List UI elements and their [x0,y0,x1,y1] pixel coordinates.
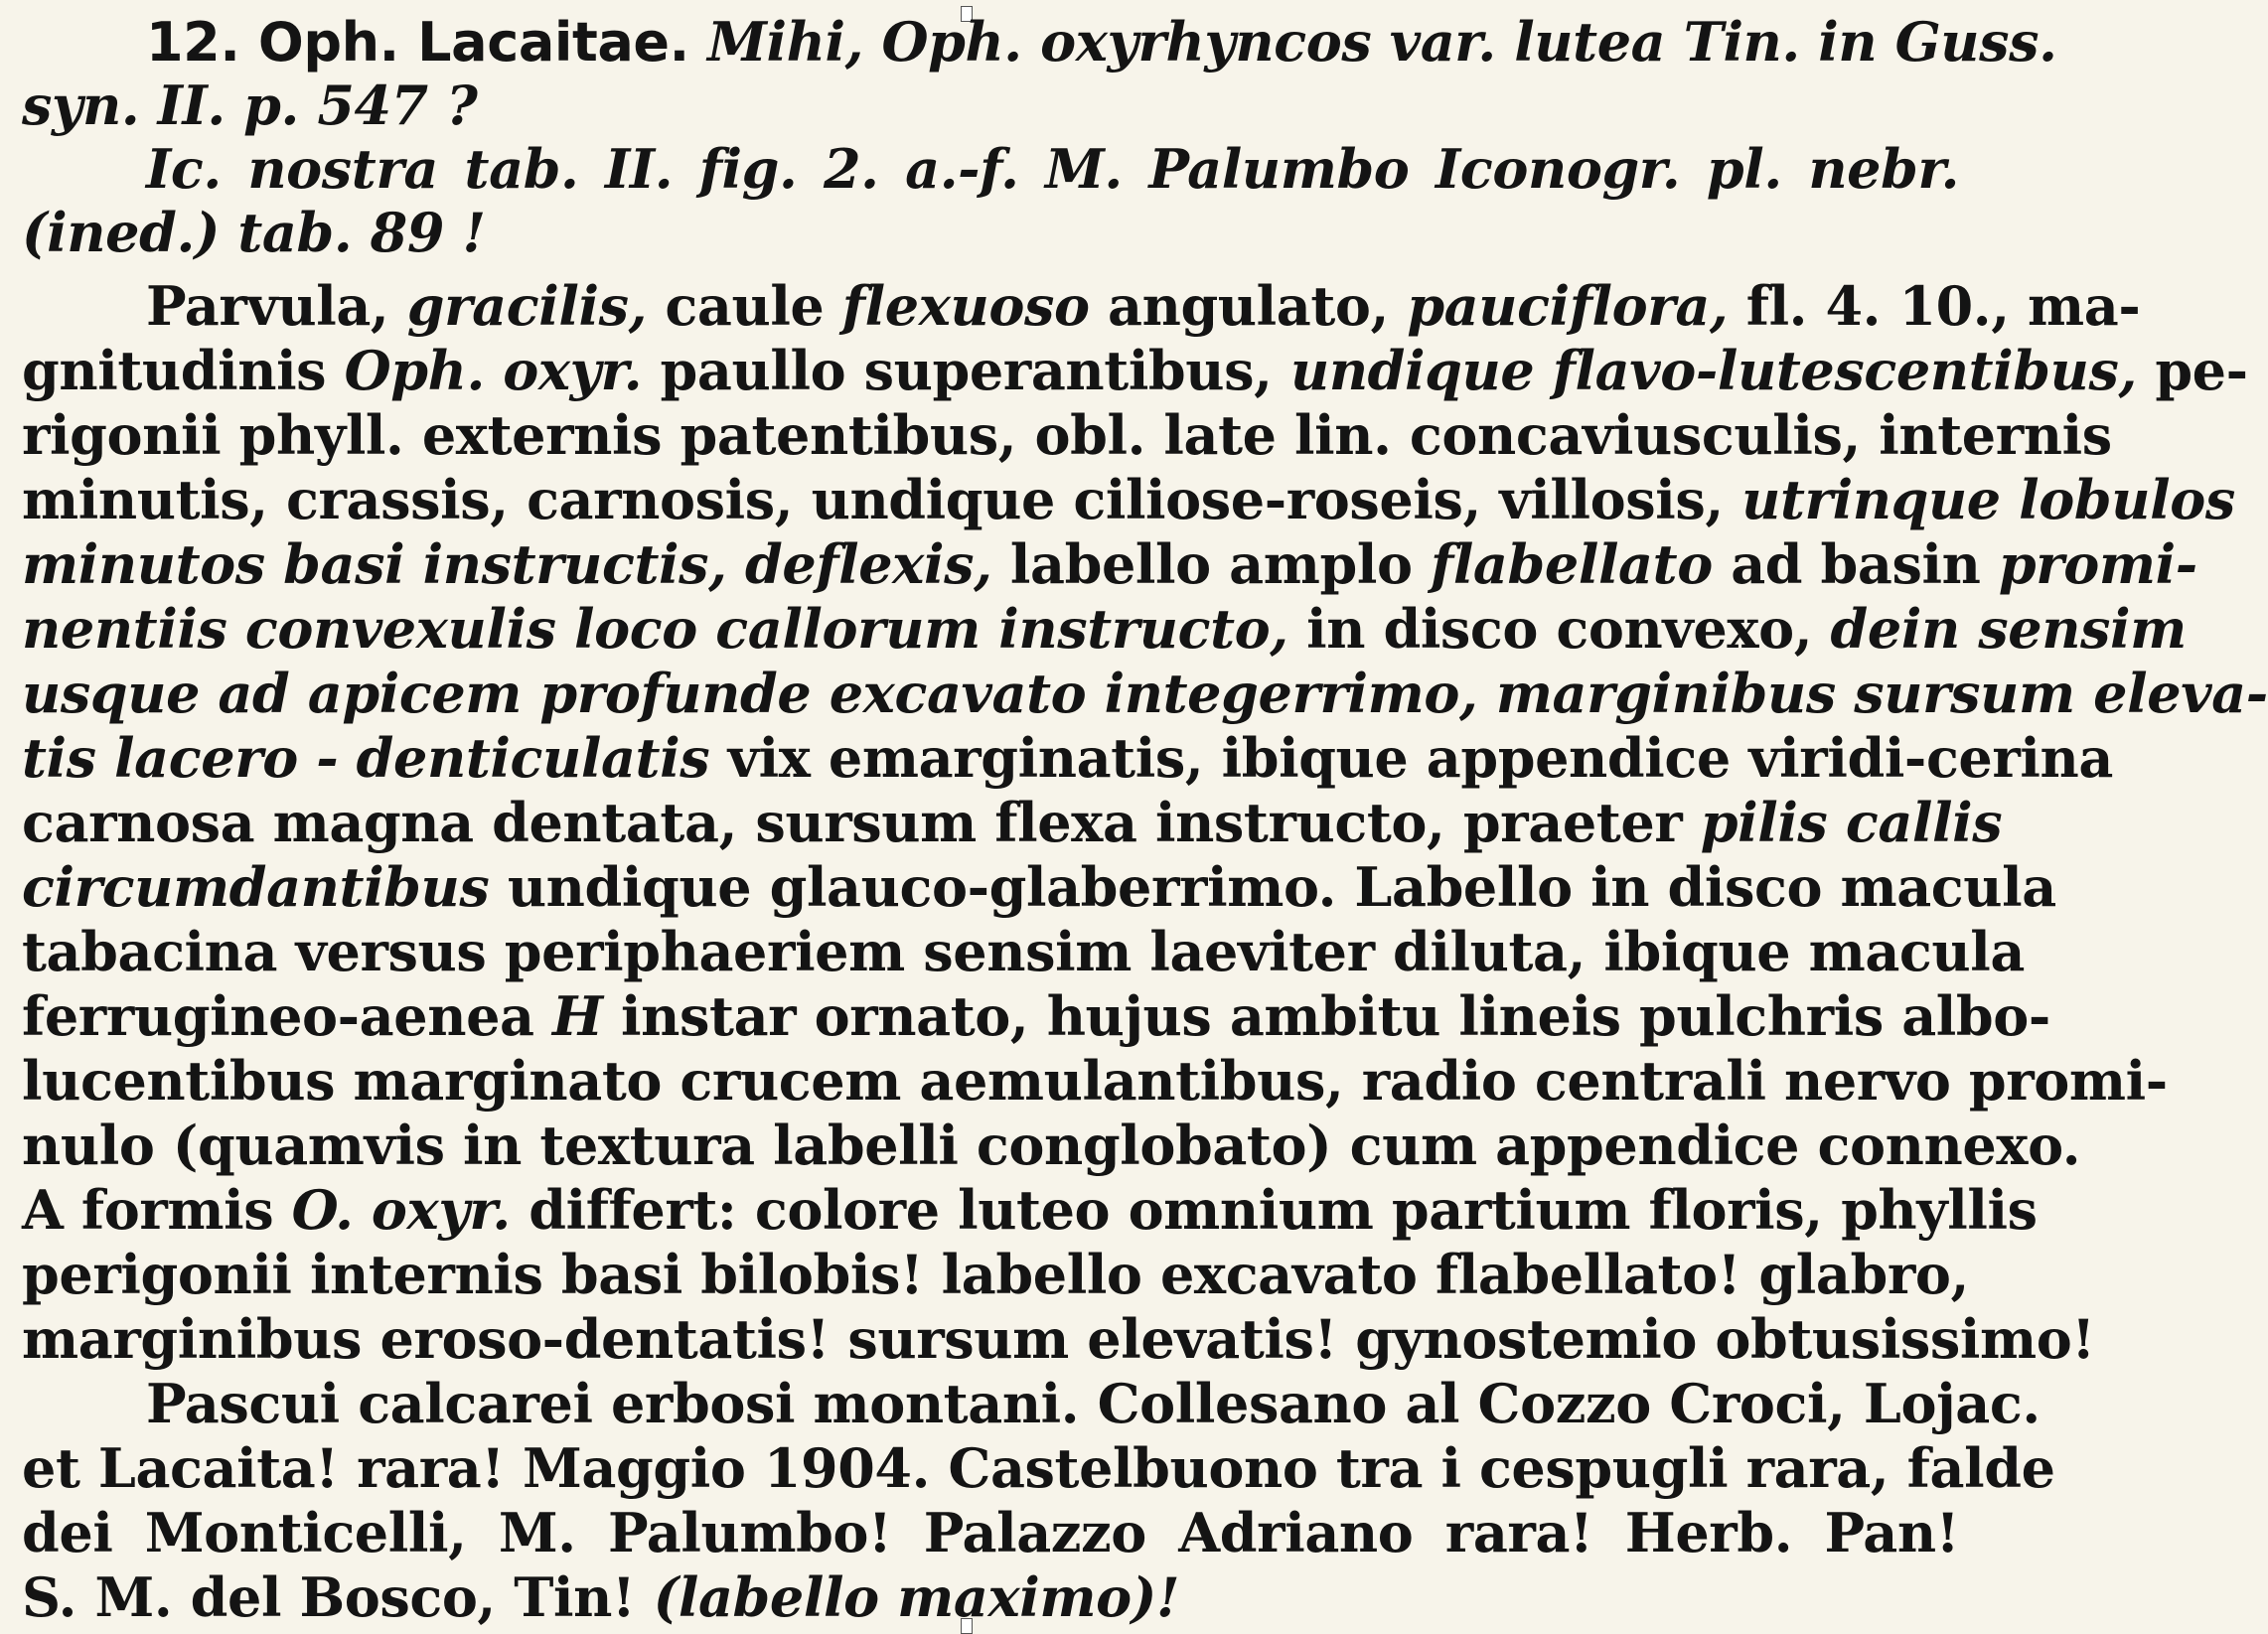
text-line-19 [22,1178,2038,1242]
description-text: vix emarginatis, ibique appendice viridi-cerina [709,726,2113,790]
description-italic: tis lacero - denticulatis [22,726,710,790]
text-line-21 [22,1307,2095,1371]
icon-reference: Ic. nostra tab. II. fig. 2. a.-f. M. Palumbo Iconogr. pl. nebr. [146,137,1959,201]
description-italic: O. oxyr. [291,1178,511,1242]
description-text: rigonii phyll. externis patentibus, obl. late lin. concaviusculis, internis [22,403,2112,467]
description-italic: undique flavo-lutescentibus, [1289,339,2137,402]
description-italic: nentiis convexulis loco callorum instructo, [22,597,1288,661]
description-text: perigonii internis basi bilobis! labello excavato flabellato! glabro, [22,1243,1969,1306]
habitat-italic: (labello maximo)! [653,1565,1180,1629]
description-italic: minutos basi instructis, deflexis, [22,532,992,596]
description-italic: Oph. oxyr. [344,339,643,402]
habitat-text: S. M. del Bosco, Tin! [22,1565,654,1629]
text-line-16 [22,984,2050,1048]
description-italic: H [552,984,603,1048]
description-text: angulato, [1089,274,1408,338]
description-italic: circumdantibus [22,855,490,919]
description-text: carnosa magna dentata, sursum flexa instructo, praeter [22,791,1701,854]
document-page [22,0,2268,1634]
text-line-25 [22,1565,1959,1629]
text-line-5 [22,274,2141,338]
species-heading: 12. Oph. Lacaitae. [146,11,689,74]
text-line-4 [22,201,1959,264]
text-line-14 [22,855,2056,919]
description-italic: pilis callis [1700,791,2003,854]
description-text: ferrugineo-aenea [22,984,553,1048]
description-italic: flabellato [1430,532,1713,596]
synonym-reference: syn. II. p. 547 ? [22,74,478,137]
description-text: lucentibus marginato crucem aemulantibus, radio centrali nervo promi- [22,1049,2168,1113]
text-line-8 [22,468,2235,531]
description-text: gnitudinis [22,339,345,402]
text-line-15 [22,920,2025,983]
description-text: Parvula, [146,274,407,338]
description-text: caule [646,274,842,338]
text-line-7 [22,403,2112,467]
habitat-text: Pascui calcarei erbosi montani. Collesano al Cozzo Croci, Lojac. [146,1372,2041,1435]
text-line-23 [22,1436,2055,1500]
description-italic: promi- [1998,532,2197,596]
description-text: instar ornato, hujus ambitu lineis pulchris albo- [602,984,2050,1048]
text-line-10 [22,597,2187,661]
text-line-11 [22,662,2268,725]
description-italic: dein sensim [1830,597,2187,661]
description-text: nulo (quamvis in textura labelli conglobato) cum appendice connexo. [22,1114,2081,1177]
text-line-17 [22,1049,2168,1113]
synonym-text: Mihi, Oph. oxyrhyncos var. lutea Tin. in Guss. [688,10,2057,74]
text-line-13 [22,791,2003,854]
habitat-text: dei Monticelli, M. Palumbo! Palazzo Adriano rara! Herb. Pan! [22,1501,1959,1564]
text-line-3 [22,137,1959,201]
description-text: differt: colore luteo omnium partium floris, phyllis [510,1178,2038,1242]
text-line-9 [22,532,2197,596]
description-italic: pauciflora, [1407,274,1729,338]
description-text: A formis [22,1178,292,1242]
text-line-18 [22,1114,2081,1177]
text-line-20 [22,1243,1969,1306]
text-line-6 [22,339,2248,402]
text-line-22 [22,1372,2041,1435]
description-text: minutis, crassis, carnosis, undique ciliose-roseis, villosis, [22,468,1742,531]
description-text: in disco convexo, [1287,597,1831,661]
text-line-24 [22,1501,1959,1564]
description-text: paullo superantibus, [642,339,1290,402]
description-text: marginibus eroso-dentatis! sursum elevatis! gynostemio obtusissimo! [22,1307,2095,1371]
description-italic: flexuoso [841,274,1090,338]
icon-reference-end: (ined.) tab. 89 ! [22,201,486,264]
description-italic: gracilis, [406,274,647,338]
description-text: pe- [2136,339,2248,402]
description-italic: usque ad apicem profunde excavato integerrimo, marginibus sursum eleva- [22,662,2268,725]
description-italic: utrinque lobulos [1741,468,2235,531]
text-line-12 [22,726,2113,790]
habitat-text: et Lacaita! rara! Maggio 1904. Castelbuono tra i cespugli rara, falde [22,1436,2055,1500]
text-line-1 [22,10,2057,74]
description-text: fl. 4. 10., ma- [1728,274,2141,338]
description-text: tabacina versus periphaeriem sensim laeviter diluta, ibique macula [22,920,2025,983]
description-text: ad basin [1712,532,1999,596]
description-text: undique glauco-glaberrimo. Labello in disco macula [489,855,2056,919]
text-line-2 [22,74,1959,137]
description-text: labello amplo [991,532,1431,596]
